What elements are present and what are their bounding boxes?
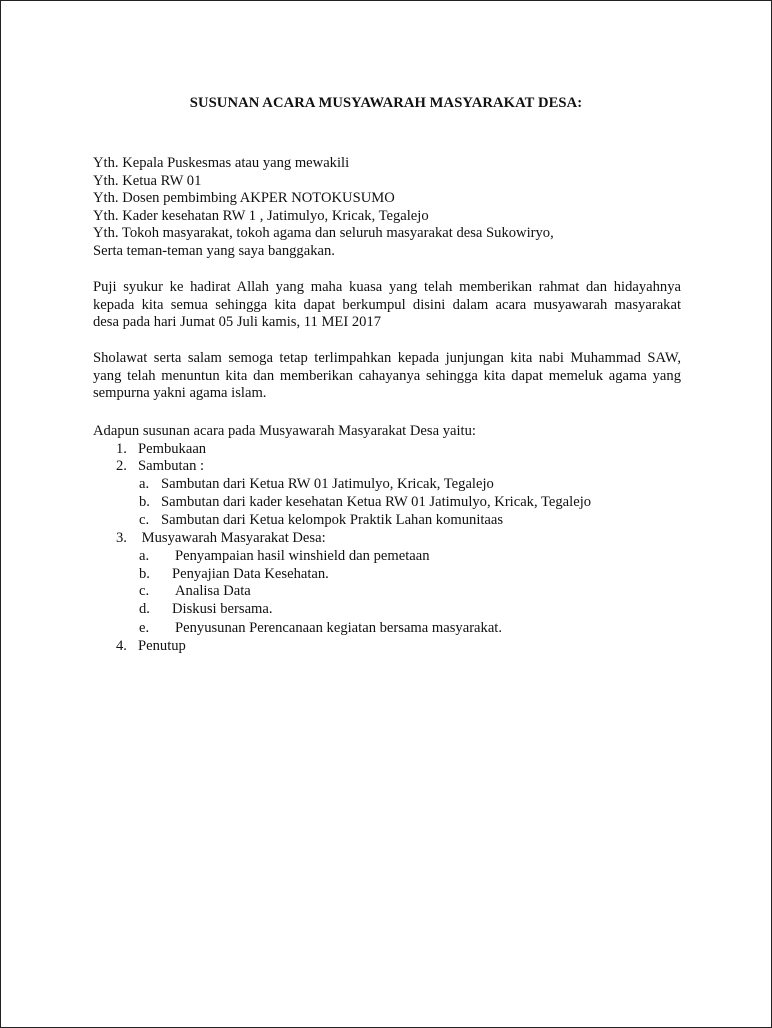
paragraph-line: Sholawat serta salam semoga tetap terlimpahkan kepada junjungan kita nabi Muhammad SAW, (93, 350, 681, 366)
paragraph-line: yang telah menuntun kita dan memberikan cahayanya sehingga kita dapat memeluk agama yang (93, 367, 681, 384)
sub-letter: a. (139, 548, 150, 564)
sholawat-paragraph (93, 350, 681, 403)
agenda-item-label: Pembukaan (138, 441, 207, 457)
sub-letter: c. (139, 512, 150, 528)
greeting-line: Yth. Dosen pembimbing AKPER NOTOKUSUMO (93, 190, 395, 207)
greetings-block (93, 155, 681, 261)
agenda-item-label: Penutup (138, 638, 186, 654)
agenda-number: 3. (116, 530, 127, 546)
opening-paragraph (93, 279, 681, 332)
greeting-line: Yth. Ketua RW 01 (93, 172, 202, 189)
sub-letter: b. (139, 494, 150, 510)
greeting-line: Yth. Tokoh masyarakat, tokoh agama dan seluruh masyarakat desa Sukowiryo, (93, 225, 554, 242)
agenda-item-label: Musyawarah Masyarakat Desa: (138, 530, 326, 546)
sub-letter: a. (139, 476, 150, 492)
sub-item-text: Penyajian Data Kesehatan. (172, 566, 329, 582)
sub-letter: e. (139, 620, 150, 636)
greeting-line: Yth. Kader kesehatan RW 1 , Jatimulyo, Kricak, Tegalejo (93, 207, 429, 224)
greeting-line: Yth. Kepala Puskesmas atau yang mewakili (93, 155, 350, 171)
sub-item-text: Penyampaian hasil winshield dan pemetaan (175, 548, 430, 564)
sub-item-text: Analisa Data (175, 583, 251, 599)
agenda-number: 2. (116, 458, 127, 474)
sub-item-text: Sambutan dari kader kesehatan Ketua RW 01 Jatimulyo, Kricak, Tegalejo (161, 494, 592, 510)
agenda-intro: Adapun susunan acara pada Musyawarah Masyarakat Desa yaitu: (93, 423, 476, 439)
paragraph-line: Puji syukur ke hadirat Allah yang maha kuasa yang telah memberikan rahmat dan hidayahnya (93, 279, 681, 295)
paragraph-line: sempurna yakni agama islam. (93, 385, 267, 402)
agenda-item-label: Sambutan : (138, 458, 205, 474)
page-title: SUSUNAN ACARA MUSYAWARAH MASYARAKAT DESA: (189, 95, 583, 111)
sub-item-text: Diskusi bersama. (172, 601, 273, 617)
agenda-number: 1. (116, 441, 127, 457)
agenda-number: 4. (116, 638, 127, 654)
paragraph-line: desa pada hari Jumat 05 Juli kamis, 11 MEI 2017 (93, 314, 382, 331)
sub-item-text: Sambutan dari Ketua RW 01 Jatimulyo, Kricak, Tegalejo (161, 476, 494, 492)
sub-letter: c. (139, 583, 150, 599)
paragraph-line: kepada kita semua sehingga kita dapat berkumpul disini dalam acara musyawarah masyarakat (93, 296, 681, 313)
greeting-line: Serta teman-teman yang saya banggakan. (93, 242, 335, 259)
sub-item-text: Penyusunan Perencanaan kegiatan bersama masyarakat. (175, 620, 503, 636)
sub-letter: d. (139, 601, 150, 617)
sub-letter: b. (139, 566, 150, 582)
sub-item-text: Sambutan dari Ketua kelompok Praktik Lahan komunitaas (161, 512, 504, 528)
